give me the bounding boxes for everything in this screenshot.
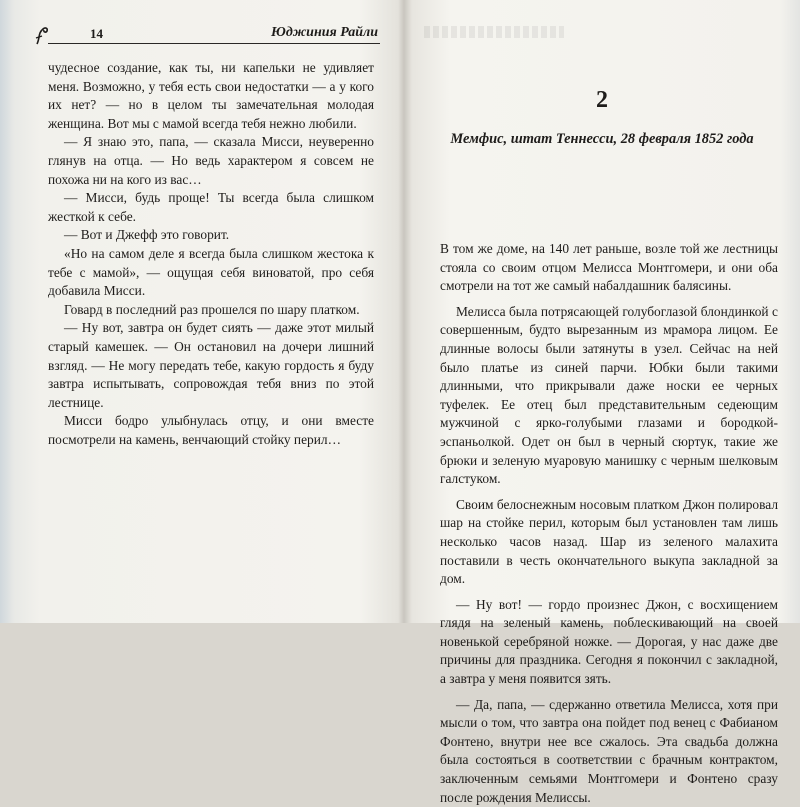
right-page [404, 0, 800, 805]
chapter-subtitle: Мемфис, штат Теннесси, 28 февраля 1852 года [450, 131, 754, 147]
paragraph-gap [440, 689, 778, 696]
paragraph: «Но на самом деле я всегда была слишком жестока к тебе с мамой», — ощущая себя виноватой, про себя добавила Мисси. [48, 245, 374, 299]
paragraph: — Я знаю это, папа, — сказала Мисси, неуверенно глянув на отца. — Но ведь характером я совсем не похожа ни на кого из вас… [48, 134, 374, 187]
paragraph-gap [440, 296, 778, 303]
paragraph: — Ну вот, завтра он будет сиять — даже этот милый старый камешек. — Он остановил на дочери лишний взгляд. — Не могу передать тебе, какую гордость я буду завтра испытывать, сопровождая тебя вниз по этой лестнице. [48, 320, 374, 410]
left-page [0, 0, 400, 623]
paragraph: — Вот и Джефф это говорит. [64, 227, 230, 243]
page-number: 14 [90, 26, 103, 41]
paragraph-gap [440, 489, 778, 496]
paragraph: Мелисса была потрясающей голубоглазой блондинкой с совершенным, будто вырезанным из мрамора лицом. Ее длинные волосы были затянуты в узел. Сейчас на ней было платье из синей парчи. Юбки были такими длинными, что прикрывали даже носки ее черных туфелек. Ее отец был представительным седеющим мужчиной с ярко-голубыми глазами и бородкой-эспаньолкой. Одет он был в черный сюртук, такие же брюки и зеленую муаровую манишку с черным шелковым галстуком. [440, 303, 778, 487]
running-head [34, 24, 380, 46]
paragraph: Мисси бодро улыбнулась отцу, и они вместе посмотрели на камень, венчающий стойку перил… [48, 413, 374, 447]
left-text-block [48, 59, 374, 449]
paragraph: В том же доме, на 140 лет раньше, возле той же лестницы стояла со своим отцом Мелисса Монтгомери, и они оба смотрели на тот же самый набалдашник балясины. [440, 241, 778, 294]
paragraph: — Мисси, будь проще! Ты всегда была слишком жесткой к себе. [48, 190, 374, 224]
header-rule [48, 43, 380, 44]
paragraph: — Ну вот! — гордо произнес Джон, с восхищением глядя на зеленый камень, поблескивающий на своей новенькой серебряной ножке. — Дорогая, у нас даже две причины для праздника. Сегодня я покончил с закладной, а завтра у меня появится зять. [440, 596, 778, 687]
chapter-number: 2 [596, 87, 608, 113]
paragraph-gap [440, 589, 778, 596]
right-text-block [440, 240, 778, 807]
paragraph: чудесное создание, как ты, ни капельки не удивляет меня. Возможно, у тебя есть свои недостатки — а у кого их нет? — но в целом ты замечательная молодая женщина. Вот мы с мамой всегда тебя нежно любили. [48, 60, 374, 131]
show-through-text [424, 26, 564, 38]
paragraph: Говард в последний раз прошелся по шару платком. [64, 301, 360, 317]
paragraph: Своим белоснежным носовым платком Джон полировал шар на стойке перил, которым был установлен там лишь несколько часов назад. Шар из зеленого малахита поставили в честь окончательного выкупа закладной за дом. [440, 496, 778, 587]
paragraph: — Да, папа, — сдержанно ответила Мелисса, хотя при мысли о том, что завтра она пойдет под венец с Фабианом Фонтено, внутри нее все сжалось. Эта свадьба должна была состояться в соответствии с брачным контрактом, заключенным семьями Монтгомери и Фонтено сразу после рождения Мелиссы. [440, 696, 778, 805]
running-head-author: Юджиния Райли [271, 25, 378, 40]
